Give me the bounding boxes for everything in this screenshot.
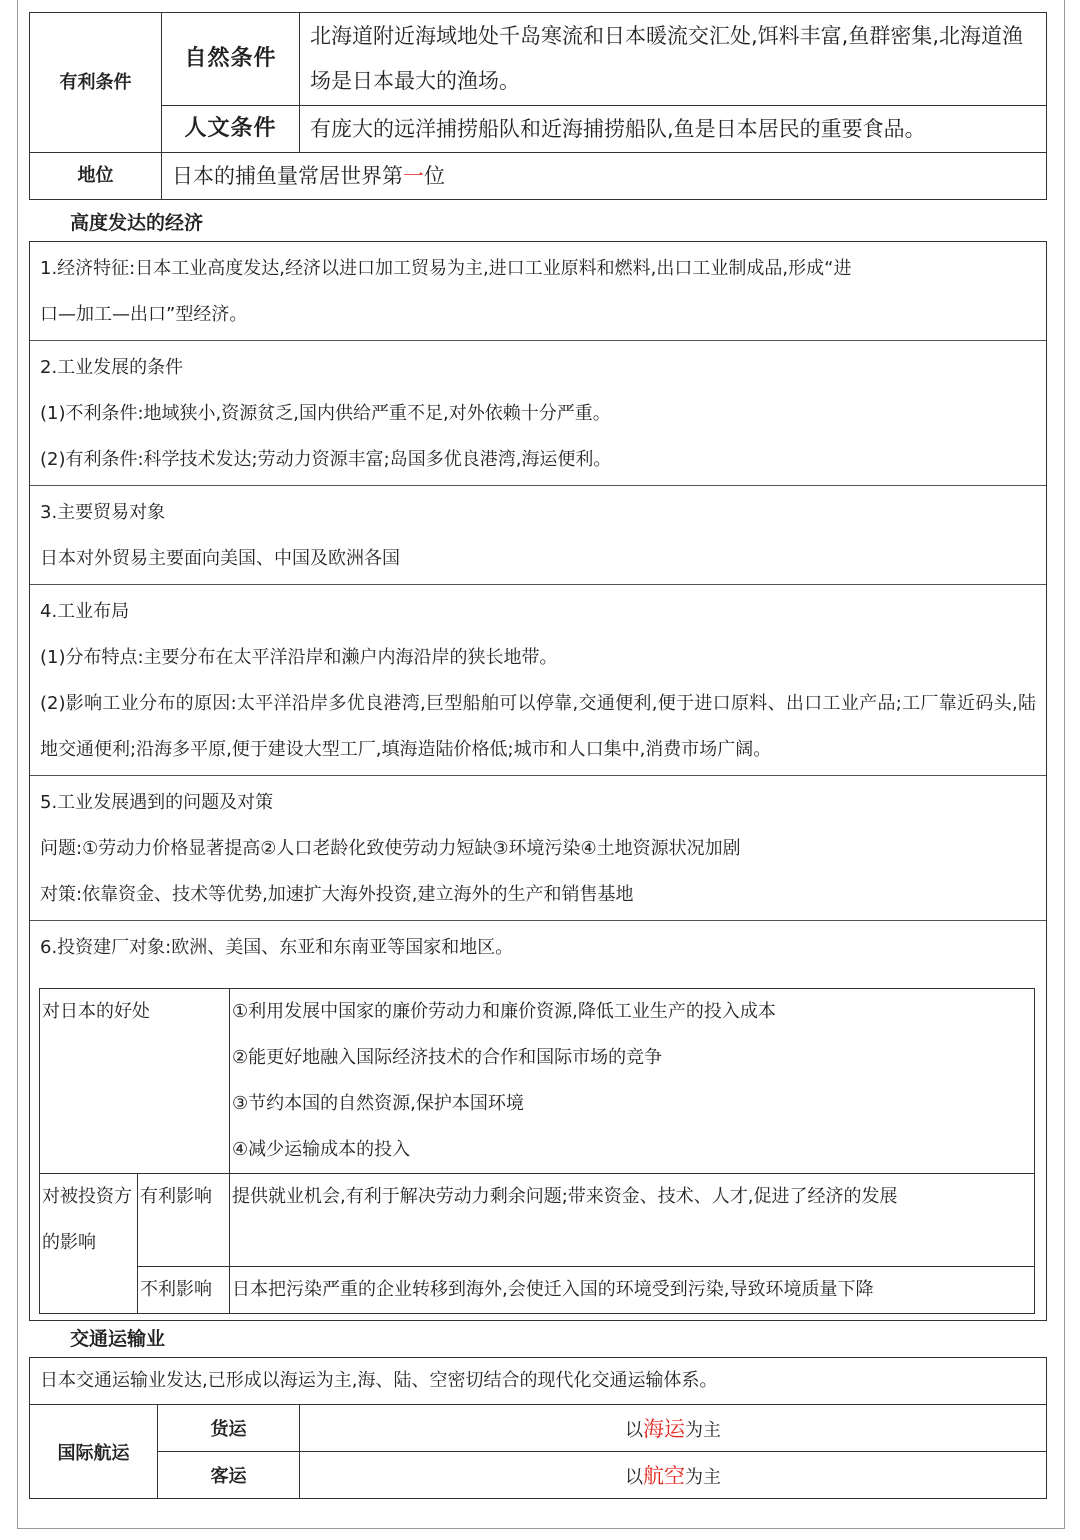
passenger-value: 以航空为主 bbox=[300, 1452, 1047, 1499]
unfavorable-conditions: (1)不利条件:地域狭小,资源贫乏,国内供给严重不足,对外依赖十分严重。 bbox=[40, 403, 611, 424]
economy-heading: 高度发达的经济 bbox=[70, 212, 204, 234]
cargo-value: 以海运为主 bbox=[300, 1405, 1047, 1452]
section-trade-partners bbox=[30, 485, 1046, 584]
human-conditions-label: 人文条件 bbox=[162, 106, 300, 153]
transport-intro: 日本交通运输业发达,已形成以海运为主,海、陆、空密切结合的现代化交通运输体系。 bbox=[40, 1370, 718, 1391]
negative-text: 日本把污染严重的企业转移到海外,会使迁入国的环境受到污染,导致环境质量下降 bbox=[230, 1267, 1035, 1314]
natural-conditions-label: 自然条件 bbox=[162, 13, 300, 106]
features-line-2: 口—加工—出口”型经济。 bbox=[40, 304, 248, 325]
natural-conditions-text: 北海道附近海域地处千岛寒流和日本暖流交汇处,饵料丰富,鱼群密集,北海道渔场是日本最大的渔场。 bbox=[300, 13, 1047, 106]
section-industrial-conditions bbox=[30, 340, 1046, 485]
favorable-conditions: (2)有利条件:科学技术发达;劳动力资源丰富;岛国多优良港湾,海运便利。 bbox=[40, 449, 612, 470]
passenger-label: 客运 bbox=[158, 1452, 300, 1499]
trade-title: 3.主要贸易对象 bbox=[40, 502, 166, 523]
status-text: 日本的捕鱼量常居世界第一位 bbox=[162, 153, 1047, 200]
benefit-1: ①利用发展中国家的廉价劳动力和廉价资源,降低工业生产的投入成本 bbox=[230, 989, 1035, 1036]
layout-title: 4.工业布局 bbox=[40, 601, 130, 622]
status-label: 地位 bbox=[30, 153, 162, 200]
benefit-2: ②能更好地融入国际经济技术的合作和国际市场的竞争 bbox=[230, 1035, 1035, 1081]
favorable-conditions-label: 有利条件 bbox=[30, 13, 162, 153]
section-investment bbox=[30, 920, 1046, 973]
status-highlight: 一 bbox=[403, 164, 424, 188]
problems-text: 问题:①劳动力价格显著提高②人口老龄化致使劳动力短缺③环境污染④土地资源状况加剧 bbox=[40, 838, 741, 859]
investment-table bbox=[39, 988, 1035, 1314]
fishery-table bbox=[29, 12, 1047, 200]
section-problems-measures bbox=[30, 775, 1046, 920]
benefit-4: ④减少运输成本的投入 bbox=[230, 1127, 1035, 1174]
problems-title: 5.工业发展遇到的问题及对策 bbox=[40, 792, 274, 813]
investment-title: 6.投资建厂对象:欧洲、美国、东亚和东南亚等国家和地区。 bbox=[40, 937, 514, 958]
section-economic-features bbox=[30, 242, 1046, 340]
human-conditions-text: 有庞大的远洋捕捞船队和近海捕捞船队,鱼是日本居民的重要食品。 bbox=[300, 106, 1047, 153]
trade-text: 日本对外贸易主要面向美国、中国及欧洲各国 bbox=[40, 548, 400, 569]
impact-label: 对被投资方的影响 bbox=[40, 1174, 138, 1314]
benefit-3: ③节约本国的自然资源,保护本国环境 bbox=[230, 1081, 1035, 1127]
features-line-1: 1.经济特征:日本工业高度发达,经济以进口加工贸易为主,进口工业原料和燃料,出口工业制成品,形成“进 bbox=[40, 258, 852, 279]
cargo-highlight: 海运 bbox=[643, 1417, 685, 1441]
negative-label: 不利影响 bbox=[138, 1267, 230, 1314]
benefits-label: 对日本的好处 bbox=[40, 989, 230, 1174]
positive-label: 有利影响 bbox=[138, 1174, 230, 1267]
measures-text: 对策:依靠资金、技术等优势,加速扩大海外投资,建立海外的生产和销售基地 bbox=[40, 884, 634, 905]
passenger-highlight: 航空 bbox=[643, 1464, 685, 1488]
transport-heading: 交通运输业 bbox=[70, 1328, 166, 1350]
layout-reasons: (2)影响工业分布的原因:太平洋沿岸多优良港湾,巨型船舶可以停靠,交通便利,便于进口原料、出口工业产品;工厂靠近码头,陆地交通便利;沿海多平原,便于建设大型工厂,填海造陆价格低;城市和人口集中,消费市场广阔。 bbox=[40, 693, 1036, 760]
intl-shipping-label: 国际航运 bbox=[30, 1405, 158, 1499]
positive-text: 提供就业机会,有利于解决劳动力剩余问题;带来资金、技术、人才,促进了经济的发展 bbox=[230, 1174, 1035, 1267]
cargo-label: 货运 bbox=[158, 1405, 300, 1452]
transport-intro-box bbox=[29, 1357, 1047, 1404]
conditions-title: 2.工业发展的条件 bbox=[40, 357, 184, 378]
shipping-table bbox=[29, 1404, 1047, 1499]
section-industrial-layout bbox=[30, 584, 1046, 775]
layout-distribution: (1)分布特点:主要分布在太平洋沿岸和濑户内海沿岸的狭长地带。 bbox=[40, 647, 558, 668]
